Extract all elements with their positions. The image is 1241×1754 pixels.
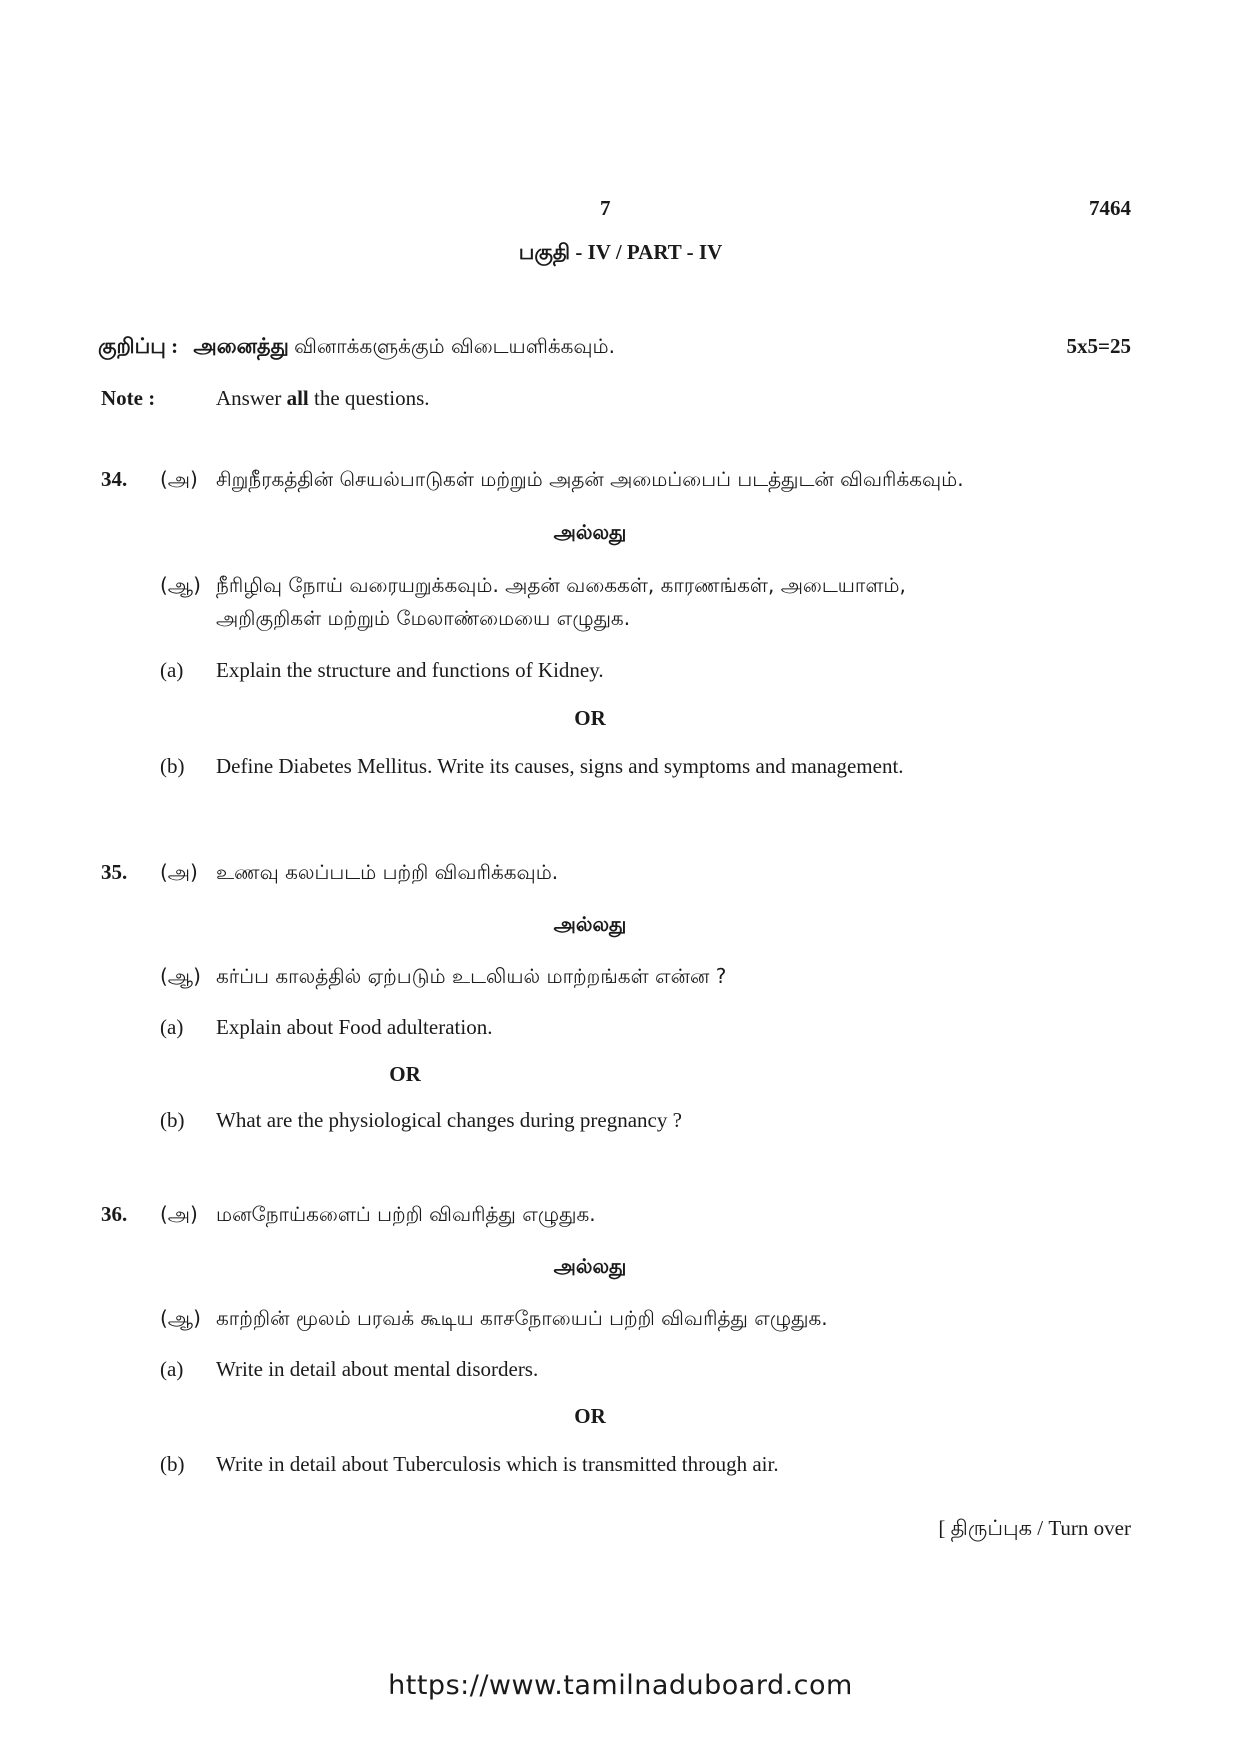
note-tamil-label: குறிப்பு : xyxy=(98,334,179,358)
question-34-ta-b-line1: நீரிழிவு நோய் வரையறுக்கவும். அதன் வகைகள், காரணங்கள், அடையாளம், xyxy=(216,573,906,597)
question-35-en-a-label: (a) xyxy=(160,1015,184,1039)
marks: 5x5=25 xyxy=(1066,334,1131,358)
question-34-en-a: Explain the structure and functions of Kidney. xyxy=(216,658,604,682)
question-36-en-a: Write in detail about mental disorders. xyxy=(216,1357,539,1381)
question-34-en-a-label: (a) xyxy=(160,658,184,682)
turn-over-note: [ திருப்புக / Turn over xyxy=(938,1516,1131,1540)
page-number: 7 xyxy=(600,196,611,220)
question-34-number: 34. xyxy=(101,467,128,491)
note-tamil-text: வினாக்களுக்கும் விடையளிக்கவும். xyxy=(294,334,615,358)
note-english-label: Note : xyxy=(101,386,156,410)
question-36-or-tamil: அல்லது xyxy=(553,1254,627,1278)
question-34-ta-a-label: (அ) xyxy=(160,467,198,491)
question-36-ta-b-line1: காற்றின் மூலம் பரவக் கூடிய காசநோயைப் பற்றி விவரித்து எழுதுக. xyxy=(216,1306,828,1330)
note-tamil xyxy=(98,334,615,361)
question-35-number: 35. xyxy=(101,860,128,884)
question-36-or-english: OR xyxy=(574,1404,606,1428)
question-34-ta-b-line2: அறிகுறிகள் மற்றும் மேலாண்மையை எழுதுக. xyxy=(216,606,631,630)
note-tamil-bold: அனைத்து xyxy=(193,334,289,358)
question-35-en-b: What are the physiological changes during pregnancy ? xyxy=(216,1108,682,1132)
note-english-text: Answer all the questions. xyxy=(216,386,430,410)
question-35-ta-a-label: (அ) xyxy=(160,860,198,884)
question-34-en-b-label: (b) xyxy=(160,754,185,778)
question-35-or-english: OR xyxy=(389,1062,421,1086)
question-34-ta-a: சிறுநீரகத்தின் செயல்பாடுகள் மற்றும் அதன் அமைப்பைப் படத்துடன் விவரிக்கவும். xyxy=(216,467,964,491)
footer-url: https://www.tamilnaduboard.com xyxy=(388,1670,853,1701)
question-36-en-a-label: (a) xyxy=(160,1357,184,1381)
question-35-en-b-label: (b) xyxy=(160,1108,185,1132)
question-34-or-tamil: அல்லது xyxy=(553,520,627,544)
question-36-en-b: Write in detail about Tuberculosis which is transmitted through air. xyxy=(216,1452,779,1476)
question-36-ta-a-label: (அ) xyxy=(160,1202,198,1226)
question-36-ta-a: மனநோய்களைப் பற்றி விவரித்து எழுதுக. xyxy=(216,1202,596,1226)
question-36-en-b-label: (b) xyxy=(160,1452,185,1476)
question-35-ta-a: உணவு கலப்படம் பற்றி விவரிக்கவும். xyxy=(216,860,559,884)
question-34-or-english: OR xyxy=(574,706,606,730)
question-35-or-tamil: அல்லது xyxy=(553,912,627,936)
question-34-ta-b-label: (ஆ) xyxy=(160,573,201,597)
part-title: பகுதி - IV / PART - IV xyxy=(518,240,723,264)
question-36-number: 36. xyxy=(101,1202,128,1226)
question-36-ta-b-label: (ஆ) xyxy=(160,1306,201,1330)
question-34-en-b: Define Diabetes Mellitus. Write its causes, signs and symptoms and management. xyxy=(216,754,904,778)
paper-code: 7464 xyxy=(1089,196,1131,220)
question-35-ta-b-line1: கர்ப்ப காலத்தில் ஏற்படும் உடலியல் மாற்றங்கள் என்ன ? xyxy=(216,964,727,988)
question-35-en-a: Explain about Food adulteration. xyxy=(216,1015,493,1039)
question-35-ta-b-label: (ஆ) xyxy=(160,964,201,988)
